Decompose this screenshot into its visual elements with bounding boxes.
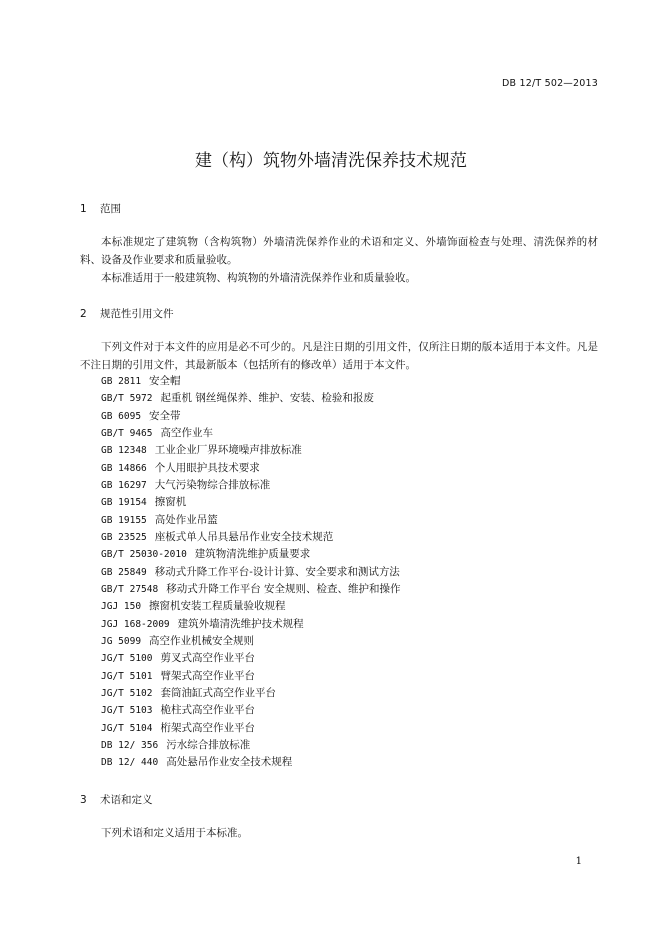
reference-item [101, 702, 401, 719]
section-number: 3 [80, 794, 87, 806]
reference-name: 移动式升降工作平台-设计计算、安全要求和测试方法 [154, 565, 400, 578]
reference-item [101, 546, 401, 563]
reference-name: 臂架式高空作业平台 [160, 669, 255, 682]
reference-item [101, 460, 401, 477]
reference-item [101, 754, 401, 771]
reference-list [101, 373, 401, 772]
reference-name: 高空作业车 [160, 426, 213, 439]
section-title: 规范性引用文件 [100, 308, 174, 320]
reference-name: 高空作业机械安全规则 [149, 634, 255, 647]
reference-name: 座板式单人吊具悬吊作业安全技术规范 [154, 530, 334, 543]
reference-item [101, 668, 401, 685]
reference-name: 高处作业吊篮 [154, 513, 218, 526]
reference-name: 个人用眼护具技术要求 [154, 461, 260, 474]
section-heading-terms [80, 792, 153, 807]
reference-item [101, 390, 401, 407]
reference-code: GB/T 27548 [101, 583, 159, 595]
reference-code: GB 6095 [101, 410, 142, 422]
reference-name: 大气污染物综合排放标准 [154, 478, 271, 491]
reference-item [101, 650, 401, 667]
section-number: 1 [80, 203, 87, 215]
reference-code: GB 12348 [101, 445, 147, 457]
terms-intro: 下列术语和定义适用于本标准。 [101, 827, 248, 839]
section-heading-normative-references [80, 306, 174, 321]
standard-number: DB 12/T 502—2013 [502, 78, 598, 89]
reference-item [101, 529, 401, 546]
reference-name: 污水综合排放标准 [166, 738, 251, 751]
scope-paragraph-2: 本标准适用于一般建筑物、构筑物的外墙清洗保养作业和质量验收。 [101, 272, 416, 284]
reference-item [101, 564, 401, 581]
reference-name: 套筒油缸式高空作业平台 [160, 686, 276, 699]
section-heading-scope [80, 201, 121, 216]
reference-item [101, 685, 401, 702]
reference-name: 高处悬吊作业安全技术规程 [166, 756, 293, 769]
reference-item [101, 581, 401, 598]
reference-code: GB/T 25030-2010 [101, 549, 187, 561]
reference-code: GB 19155 [101, 514, 147, 526]
reference-code: JGJ 168-2009 [101, 618, 170, 630]
reference-code: GB 25849 [101, 566, 147, 578]
reference-name: 安全帽 [149, 375, 181, 387]
reference-name: 剪叉式高空作业平台 [160, 652, 255, 665]
reference-item [101, 442, 401, 459]
reference-name: 起重机 钢丝绳保养、维护、安装、检验和报废 [160, 392, 374, 405]
reference-code: JG/T 5103 [101, 705, 153, 717]
scope-paragraph-1: 本标准规定了建筑物（含构筑物）外墙清洗保养作业的术语和定义、外墙饰面检查与处理、清洗保养的材料、设备及作业要求和质量验收。 [80, 236, 598, 266]
reference-item [101, 737, 401, 754]
reference-item [101, 598, 401, 615]
reference-code: JG/T 5102 [101, 687, 153, 699]
reference-item [101, 720, 401, 737]
reference-code: JG/T 5101 [101, 670, 153, 682]
reference-code: JG 5099 [101, 635, 142, 647]
references-intro: 下列文件对于本文件的应用是必不可少的。凡是注日期的引用文件，仅所注日期的版本适用于本文件。凡是不注日期的引用文件，其最新版本（包括所有的修改单）适用于本文件。 [80, 341, 598, 371]
reference-code: GB 19154 [101, 497, 147, 509]
reference-code: JG/T 5100 [101, 653, 153, 665]
reference-item [101, 616, 401, 633]
reference-name: 工业企业厂界环境噪声排放标准 [154, 444, 302, 457]
reference-code: GB 14866 [101, 462, 147, 474]
reference-code: DB 12/ 440 [101, 757, 159, 769]
reference-name: 桁架式高空作业平台 [160, 721, 255, 734]
reference-code: GB/T 5972 [101, 393, 153, 405]
reference-item [101, 408, 401, 425]
reference-name: 建筑外墙清洗维护技术规程 [177, 617, 304, 630]
reference-name: 擦窗机 [154, 496, 187, 509]
reference-code: GB/T 9465 [101, 427, 153, 439]
reference-code: JG/T 5104 [101, 722, 153, 734]
section-title: 范围 [100, 203, 121, 215]
section-number: 2 [80, 308, 87, 320]
reference-item [101, 512, 401, 529]
reference-item [101, 373, 401, 390]
reference-item [101, 425, 401, 442]
reference-name: 移动式升降工作平台 安全规则、检查、维护和操作 [166, 582, 401, 595]
reference-code: GB 16297 [101, 479, 147, 491]
section-title: 术语和定义 [100, 794, 153, 806]
reference-code: JGJ 150 [101, 601, 142, 613]
reference-name: 安全带 [149, 409, 181, 422]
reference-code: GB 23525 [101, 531, 147, 543]
reference-code: GB 2811 [101, 376, 142, 387]
reference-item [101, 494, 401, 511]
reference-item [101, 477, 401, 494]
reference-name: 桅柱式高空作业平台 [160, 704, 255, 717]
reference-name: 建筑物清洗维护质量要求 [194, 548, 311, 561]
document-title: 建（构）筑物外墙清洗保养技术规范 [195, 151, 467, 171]
page-number: 1 [575, 856, 582, 867]
reference-name: 擦窗机安装工程质量验收规程 [149, 600, 286, 613]
reference-code: DB 12/ 356 [101, 739, 159, 751]
reference-item [101, 633, 401, 650]
